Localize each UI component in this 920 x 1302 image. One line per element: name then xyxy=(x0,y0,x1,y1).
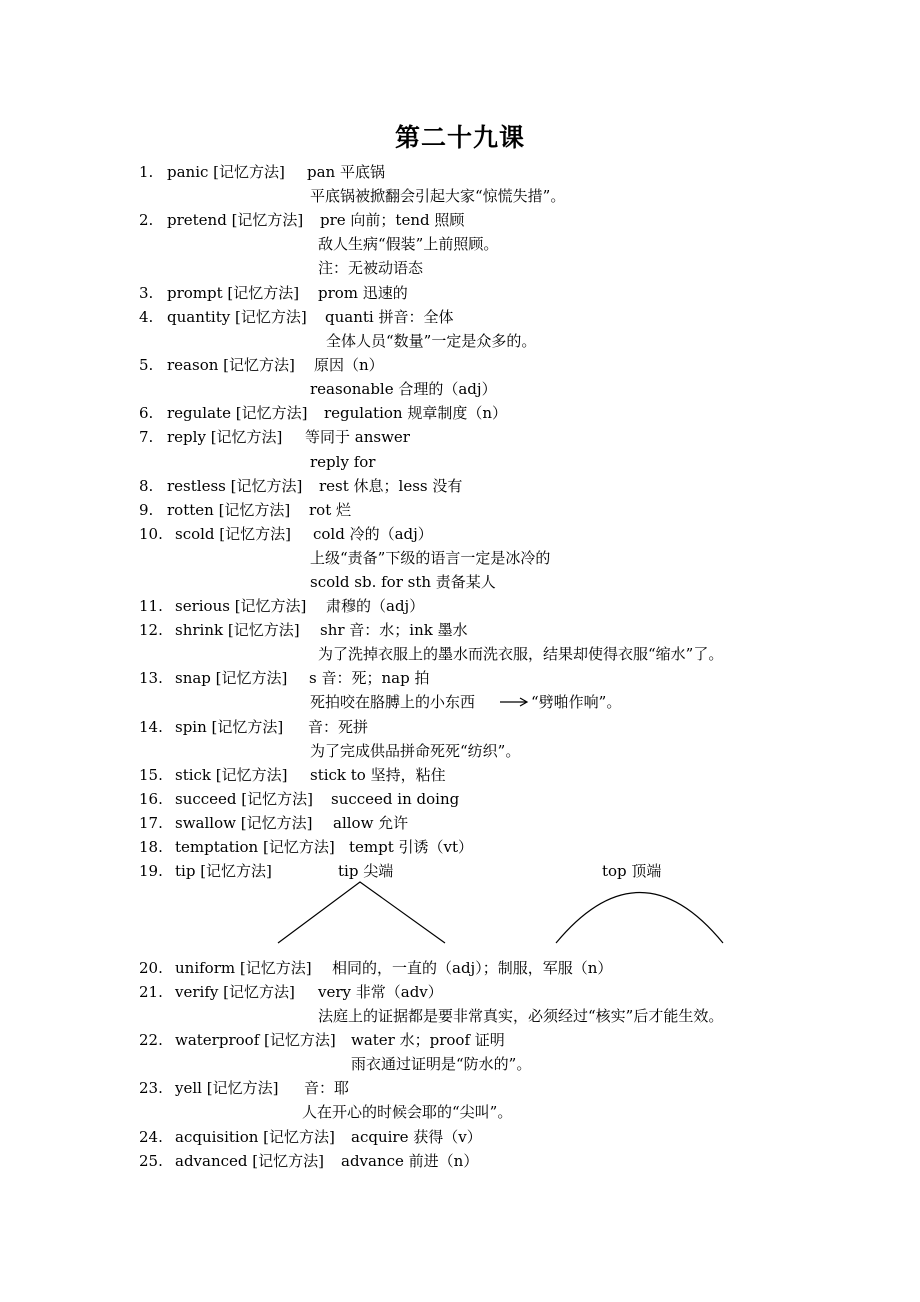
entry-note: rest 休息；less 没有 xyxy=(319,477,463,495)
entry-headword: rotten [记忆方法] xyxy=(167,501,291,519)
entry-note: tempt 引诱（vt） xyxy=(349,838,474,856)
arrow-icon xyxy=(499,695,529,709)
entry-headword: stick [记忆方法] xyxy=(175,766,288,784)
entry-number: 13. xyxy=(139,669,163,687)
entry-extra: 为了完成供品拼命死死“纺织”。 xyxy=(310,742,521,760)
entry-note: 相同的，一直的（adj）；制服，军服（n） xyxy=(332,959,613,977)
entry-headword: acquisition [记忆方法] xyxy=(175,1128,335,1146)
entry-extra: “劈啪作响”。 xyxy=(531,693,622,711)
entry-headword: prompt [记忆方法] xyxy=(167,284,300,302)
entry-note: 肃穆的（adj） xyxy=(326,597,425,615)
entry-number: 17. xyxy=(139,814,163,832)
entry-headword: uniform [记忆方法] xyxy=(175,959,312,977)
entry-note: advance 前进（n） xyxy=(341,1152,479,1170)
entry-headword: restless [记忆方法] xyxy=(167,477,303,495)
entry-headword: shrink [记忆方法] xyxy=(175,621,300,639)
tip-top-shape-diagram xyxy=(270,876,740,952)
entry-note: pre 向前；tend 照顾 xyxy=(320,211,465,229)
entry-extra: 人在开心的时候会耶的“尖叫”。 xyxy=(302,1103,513,1121)
entry-extra: 全体人员“数量”一定是众多的。 xyxy=(326,332,537,350)
entry-headword: spin [记忆方法] xyxy=(175,718,284,736)
entry-headword: advanced [记忆方法] xyxy=(175,1152,324,1170)
entry-note: shr 音：水；ink 墨水 xyxy=(320,621,468,639)
entry-extra: 法庭上的证据都是要非常真实，必须经过“核实”后才能生效。 xyxy=(318,1007,724,1025)
entry-extra: top 顶端 xyxy=(602,862,662,880)
entry-number: 16. xyxy=(139,790,163,808)
entry-extra: 敌人生病“假装”上前照顾。 xyxy=(318,235,499,253)
page-title: 第二十九课 xyxy=(394,123,525,152)
tip-peak-shape xyxy=(278,882,445,943)
entry-note: quanti 拼音：全体 xyxy=(325,308,454,326)
entry-headword: verify [记忆方法] xyxy=(175,983,295,1001)
entry-headword: snap [记忆方法] xyxy=(175,669,288,687)
entry-extra: 上级“责备”下级的语言一定是冰冷的 xyxy=(310,549,551,567)
entry-headword: temptation [记忆方法] xyxy=(175,838,335,856)
entry-extra: 注：无被动语态 xyxy=(318,259,424,277)
entry-number: 14. xyxy=(139,718,163,736)
entry-note: s 音：死；nap 拍 xyxy=(309,669,430,687)
entry-note: 音：死拼 xyxy=(308,718,369,736)
entry-number: 11. xyxy=(139,597,163,615)
entry-number: 4. xyxy=(139,308,154,326)
entry-extra: reply for xyxy=(310,453,376,471)
entry-headword: serious [记忆方法] xyxy=(175,597,307,615)
entry-headword: pretend [记忆方法] xyxy=(167,211,304,229)
entry-note: acquire 获得（v） xyxy=(351,1128,482,1146)
entry-number: 6. xyxy=(139,404,154,422)
entry-number: 19. xyxy=(139,862,163,880)
entry-extra: reasonable 合理的（adj） xyxy=(310,380,497,398)
entry-number: 18. xyxy=(139,838,163,856)
entry-headword: swallow [记忆方法] xyxy=(175,814,313,832)
entry-extra: scold sb. for sth 责备某人 xyxy=(310,573,496,591)
entry-number: 8. xyxy=(139,477,154,495)
entry-note: rot 烂 xyxy=(309,501,351,519)
entry-number: 5. xyxy=(139,356,154,374)
entry-headword: quantity [记忆方法] xyxy=(167,308,307,326)
entry-note: regulation 规章制度（n） xyxy=(324,404,507,422)
entry-number: 23. xyxy=(139,1079,163,1097)
entry-headword: waterproof [记忆方法] xyxy=(175,1031,336,1049)
entry-number: 20. xyxy=(139,959,163,977)
entry-headword: scold [记忆方法] xyxy=(175,525,292,543)
entry-number: 3. xyxy=(139,284,154,302)
entry-extra: 为了洗掉衣服上的墨水而洗衣服，结果却使得衣服“缩水”了。 xyxy=(318,645,724,663)
entry-extra: 雨衣通过证明是“防水的”。 xyxy=(351,1055,532,1073)
entry-number: 21. xyxy=(139,983,163,1001)
entry-extra: 死拍咬在胳膊上的小东西 xyxy=(310,693,476,711)
entry-note: 等同于 answer xyxy=(305,428,410,446)
entry-headword: yell [记忆方法] xyxy=(175,1079,279,1097)
entry-note: cold 冷的（adj） xyxy=(313,525,433,543)
entry-note: prom 迅速的 xyxy=(318,284,408,302)
entry-number: 12. xyxy=(139,621,163,639)
entry-note: succeed in doing xyxy=(331,790,460,808)
entry-note: 音：耶 xyxy=(304,1079,350,1097)
entry-note: tip 尖端 xyxy=(338,862,394,880)
entry-note: stick to 坚持，粘住 xyxy=(310,766,446,784)
entry-number: 24. xyxy=(139,1128,163,1146)
entry-number: 1. xyxy=(139,163,154,181)
entry-number: 9. xyxy=(139,501,154,519)
entry-note: allow 允许 xyxy=(333,814,409,832)
entry-number: 7. xyxy=(139,428,154,446)
entry-note: 原因（n） xyxy=(314,356,384,374)
entry-headword: reason [记忆方法] xyxy=(167,356,295,374)
entry-number: 10. xyxy=(139,525,163,543)
entry-headword: tip [记忆方法] xyxy=(175,862,272,880)
entry-extra: 平底锅被掀翻会引起大家“惊慌失措”。 xyxy=(310,187,566,205)
top-arc-shape xyxy=(556,893,723,944)
entry-headword: reply [记忆方法] xyxy=(167,428,283,446)
entry-number: 2. xyxy=(139,211,154,229)
entry-headword: succeed [记忆方法] xyxy=(175,790,313,808)
entry-headword: panic [记忆方法] xyxy=(167,163,285,181)
entry-number: 25. xyxy=(139,1152,163,1170)
entry-note: pan 平底锅 xyxy=(307,163,385,181)
entry-number: 15. xyxy=(139,766,163,784)
entry-headword: regulate [记忆方法] xyxy=(167,404,308,422)
entry-number: 22. xyxy=(139,1031,163,1049)
entry-note: very 非常（adv） xyxy=(318,983,443,1001)
entry-note: water 水；proof 证明 xyxy=(351,1031,505,1049)
